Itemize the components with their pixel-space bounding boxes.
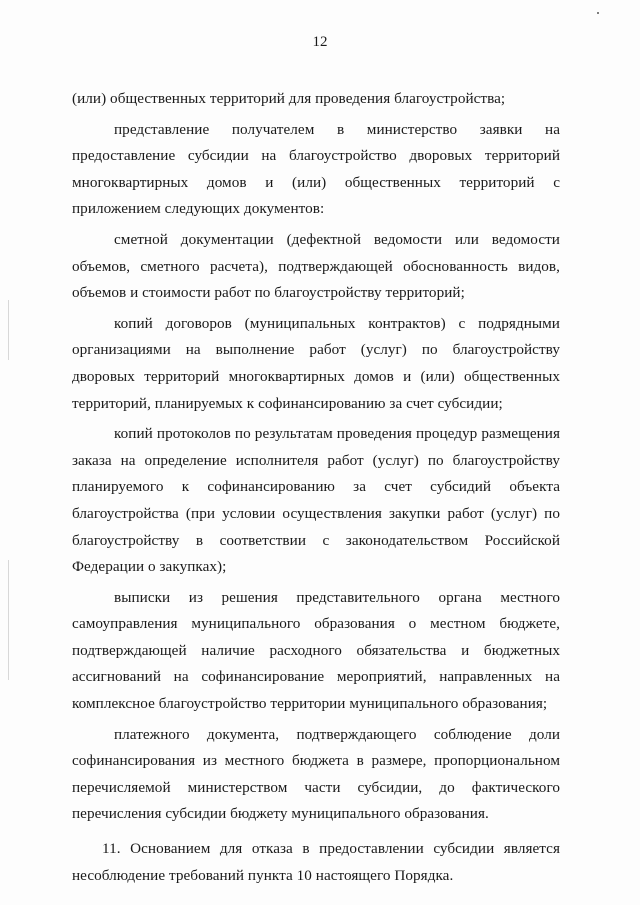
paragraph-continuation: (или) общественных территорий для проведения благоустройства;: [72, 90, 506, 107]
page-number: 12: [312, 34, 328, 50]
clause-11: 11. Основанием для отказа в предоставлении субсидии является несоблюдение требований пункта 10 настоящего Порядка.: [72, 840, 560, 884]
scan-margin-mark: [8, 300, 9, 360]
paragraph-contracts: копий договоров (муниципальных контрактов) с подрядными организациями на выполнение работ (услуг) по благоустройству дворовых территорий многоквартирных домов и (или) общественных территорий, планируемых к софинансированию за счет субсидии;: [72, 314, 560, 412]
scan-margin-mark: [8, 560, 9, 680]
scan-speck: [597, 12, 599, 14]
paragraph-application: представление получателем в министерство заявки на предоставление субсидии на благоустройство дворовых территорий многоквартирных домов и (или) общественных территорий с приложением следующих документов:: [72, 120, 560, 218]
paragraph-protocols: копий протоколов по результатам проведения процедур размещения заказа на определение исполнителя работ (услуг) по благоустройству планируемого к софинансированию за счет субсидий объекта благоустройства (при условии осуществления закупки работ (услуг) по благоустройству в соответствии с законодательством Российской Федерации о закупках);: [72, 425, 560, 576]
paragraph-budget-extract: выписки из решения представительного органа местного самоуправления муниципального образования о местном бюджете, подтверждающей наличие расходного обязательства и бюджетных ассигнований на софинансирование мероприятий, направленных на комплексное благоустройство территории муниципального образования;: [72, 588, 560, 713]
document-body: [72, 86, 560, 889]
paragraph-payment-doc: платежного документа, подтверждающего соблюдение доли софинансирования из местного бюджета в размере, пропорциональном перечисляемой министерством части субсидии, до фактического перечисления субсидии бюджету муниципального образования.: [72, 725, 560, 823]
paragraph-estimate-docs: сметной документации (дефектной ведомости или ведомости объемов, сметного расчета), подтверждающей обоснованность видов, объемов и стоимости работ по благоустройству территорий;: [72, 230, 560, 302]
